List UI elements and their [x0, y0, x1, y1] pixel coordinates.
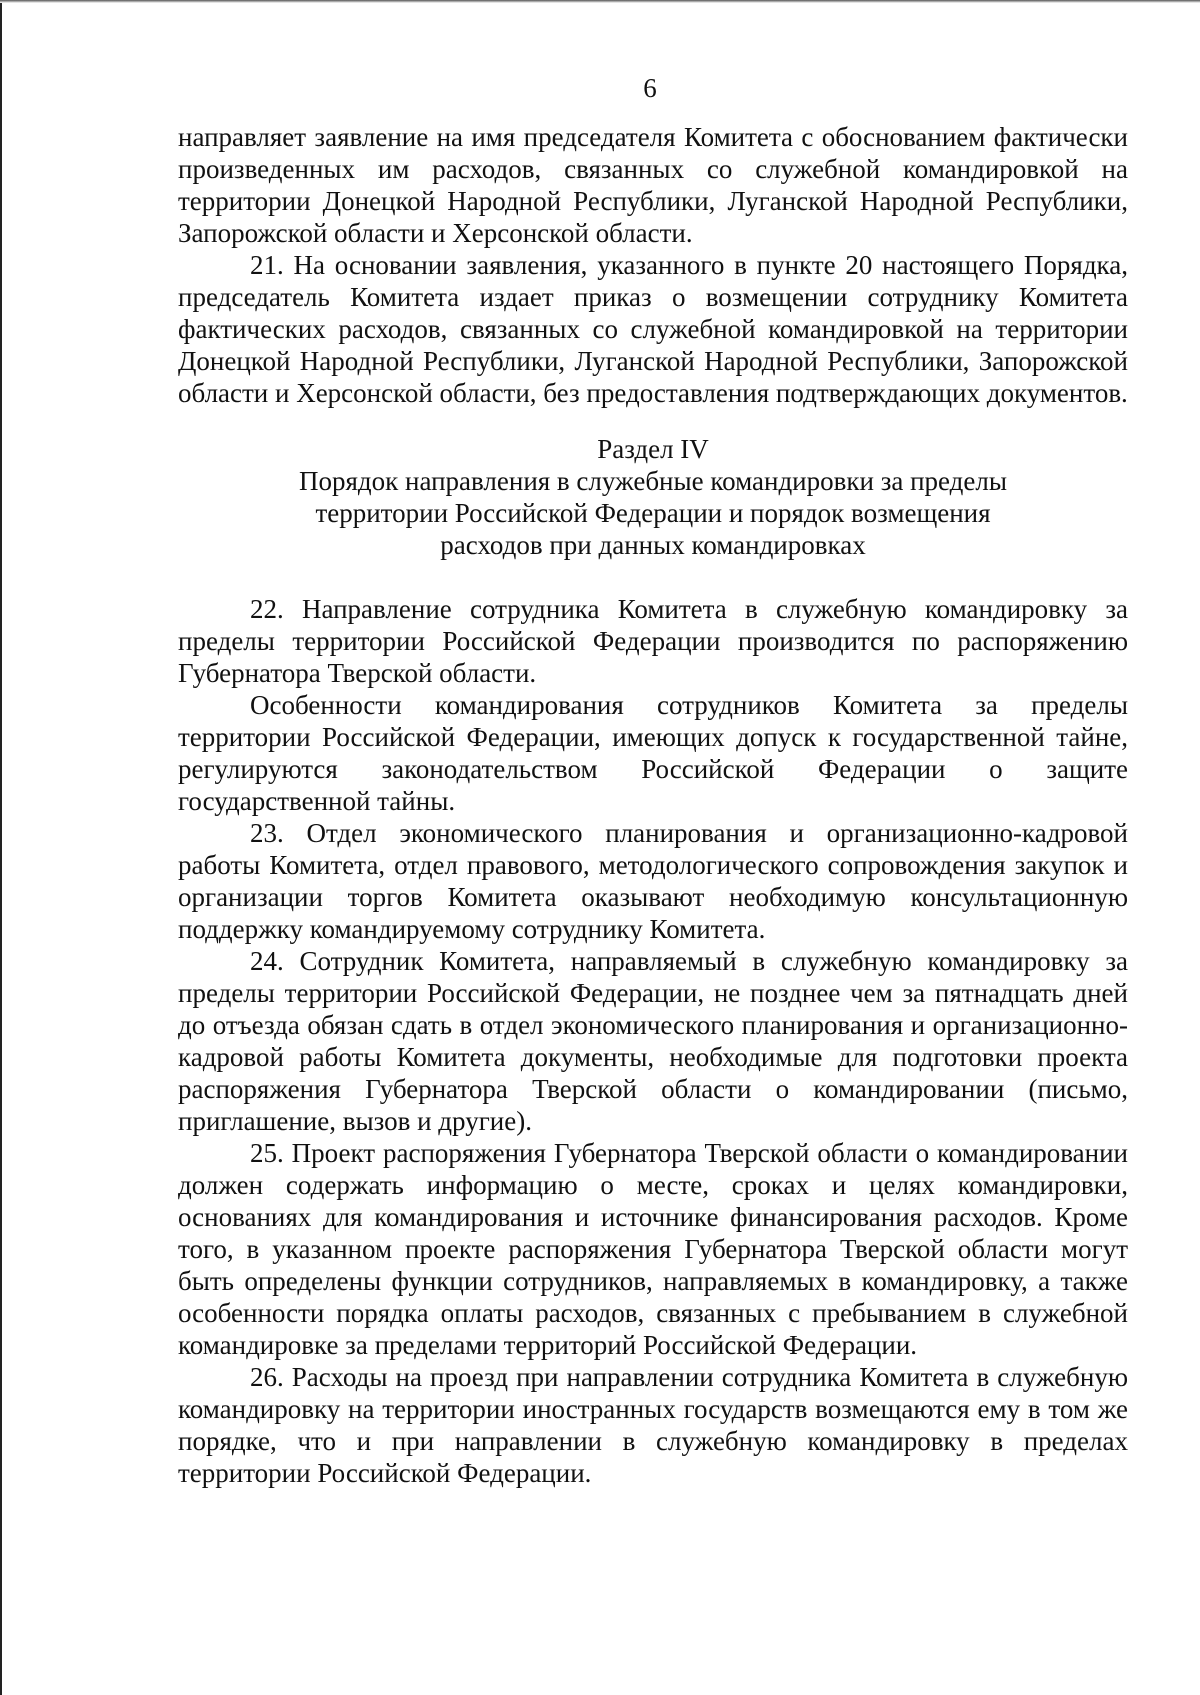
section-title-line: расходов при данных командировках: [440, 530, 866, 560]
page-number: 6: [643, 73, 657, 103]
paragraph-23: 23. Отдел экономического планирования и организационно-кадровой работы Комитета, отдел правового, методологического сопровождения закупок и организации торгов Комитета оказывают необходимую консультационную поддержку командируемому сотруднику Комитета.: [178, 818, 1128, 944]
section-label: Раздел IV: [597, 434, 709, 464]
scan-left-edge: [0, 0, 2, 1695]
paragraph-25: 25. Проект распоряжения Губернатора Тверской области о командировании должен содержать информацию о месте, сроках и целях командировки, основаниях для командирования и источнике финансирования расходов. Кроме того, в указанном проекте распоряжения Губернатора Тверской области могут быть определены функции сотрудников, направляемых в командировку, а также особенности порядка оплаты расходов, связанных с пребыванием в служебной командировке за пределами территорий Российской Федерации.: [178, 1138, 1128, 1360]
paragraph-continuation: направляет заявление на имя председателя Комитета с обоснованием фактически произведенных им расходов, связанных со служебной командировкой на территории Донецкой Народной Республики, Луганской Народной Республики, Запорожской области и Херсонской области.: [178, 122, 1128, 248]
paragraph-21: 21. На основании заявления, указанного в пункте 20 настоящего Порядка, председатель Комитета издает приказ о возмещении сотруднику Комитета фактических расходов, связанных со служебной командировкой на территории Донецкой Народной Республики, Луганской Народной Республики, Запорожской области и Херсонской области, без предоставления подтверждающих документов.: [178, 250, 1128, 408]
paragraph-22: 22. Направление сотрудника Комитета в служебную командировку за пределы территории Российской Федерации производится по распоряжению Губернатора Тверской области.: [178, 594, 1128, 688]
scan-top-edge: [0, 0, 1200, 3]
section-title-line: территории Российской Федерации и порядок возмещения: [315, 498, 991, 528]
section-title-line: Порядок направления в служебные командировки за пределы: [298, 466, 1008, 496]
document-body: [178, 121, 1128, 1489]
section-heading: [178, 433, 1128, 561]
paragraph-26: 26. Расходы на проезд при направлении сотрудника Комитета в служебную командировку на территории иностранных государств возмещаются ему в том же порядке, что и при направлении в служебную командировку в пределах территории Российской Федерации.: [178, 1362, 1128, 1488]
paragraph-24: 24. Сотрудник Комитета, направляемый в служебную командировку за пределы территории Российской Федерации, не позднее чем за пятнадцать дней до отъезда обязан сдать в отдел экономического планирования и организационно-кадровой работы Комитета документы, необходимые для подготовки проекта распоряжения Губернатора Тверской области о командировании (письмо, приглашение, вызов и другие).: [178, 946, 1128, 1136]
paragraph-22-secrecy: Особенности командирования сотрудников Комитета за пределы территории Российской Федерации, имеющих допуск к государственной тайне, регулируются законодательством Российской Федерации о защите государственной тайны.: [178, 690, 1128, 816]
